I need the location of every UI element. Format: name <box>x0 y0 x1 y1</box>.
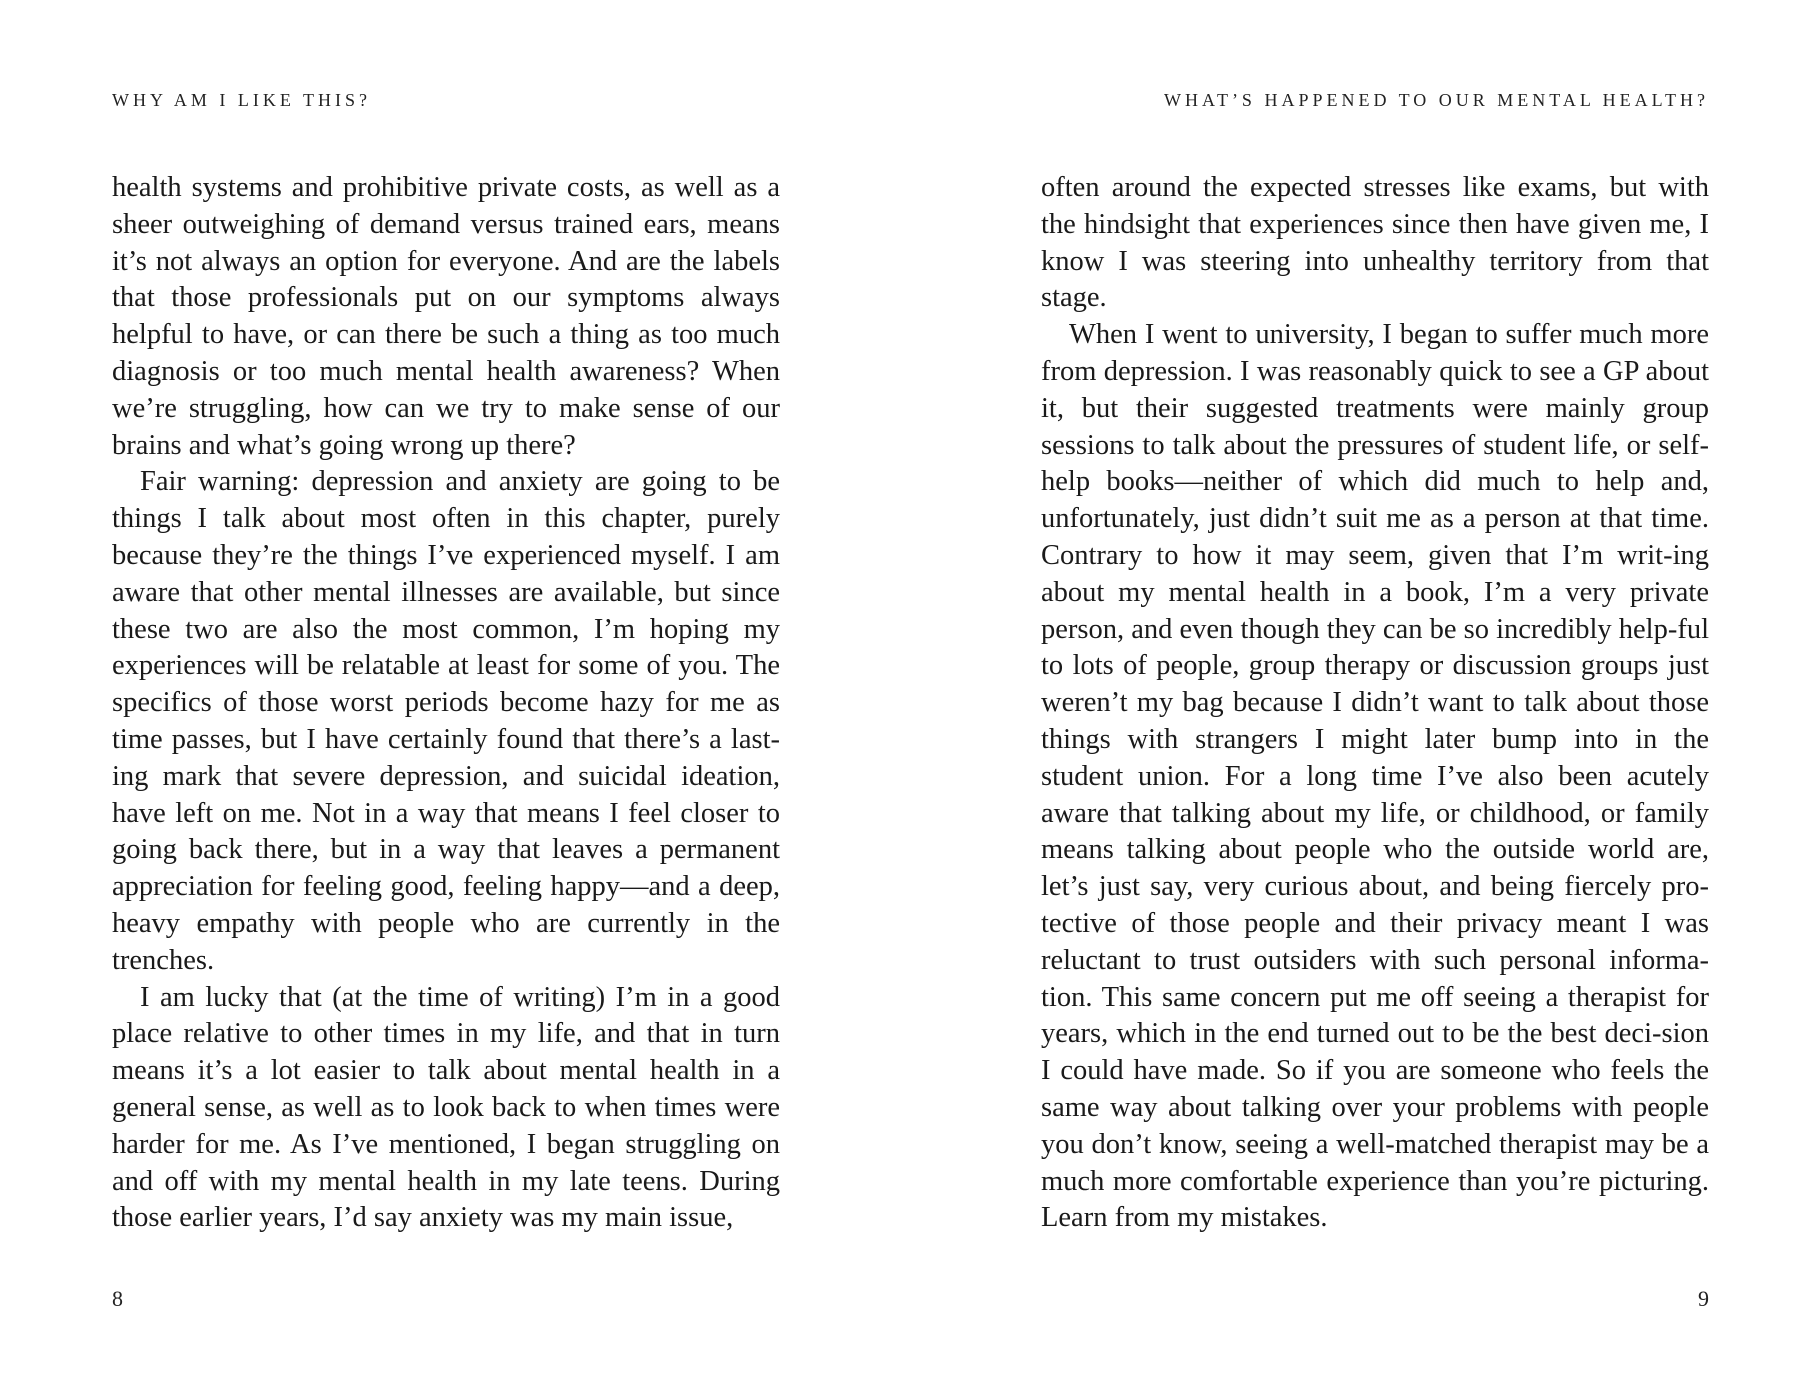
right-paragraph-2: When I went to university, I began to suffer much more from depression. I was reasonably quick to see a GP about it, but their suggested treatments were mainly group sessions to talk about the pressures of student life, or self-help books—neither of which did much to help and, unfortunately, just didn’t suit me as a person at that time. Contrary to how it may seem, given that I’m writ-ing about my mental health in a book, I’m a very private person, and even though they can be so incredibly help-ful to lots of people, group therapy or discussion groups just weren’t my bag because I didn’t want to talk about those things with strangers I might later bump into in the student union. For a long time I’ve also been acutely aware that talking about my life, or childhood, or family means talking about people who the outside world are, let’s just say, very curious about, and being fiercely pro-tective of those people and their privacy meant I was reluctant to trust outsiders with such personal informa-tion. This same concern put me off seeing a therapist for years, which in the end turned out to be the best deci-sion I could have made. So if you are someone who feels the same way about talking over your problems with people you don’t know, seeing a well-matched therapist may be a much more comfortable experience than you’re picturing. Learn from my mistakes. <box>1041 319 1709 1234</box>
left-running-head: WHY AM I LIKE THIS? <box>112 90 371 110</box>
right-page <box>1041 0 1709 1395</box>
right-paragraph-1: often around the expected stresses like exams, but with the hindsight that experiences since then have given me, I know I was steering into unhealthy territory from that stage. <box>1041 172 1709 314</box>
left-page-number: 8 <box>112 1286 123 1311</box>
left-paragraph-3: I am lucky that (at the time of writing) I’m in a good place relative to other times in my life, and that in turn means it’s a lot easier to talk about mental health in a general sense, as well as to look back to when times were harder for me. As I’ve mentioned, I began struggling on and off with my mental health in my late teens. During those earlier years, I’d say anxiety was my main issue, <box>112 981 780 1234</box>
right-page-number: 9 <box>1698 1286 1709 1311</box>
right-running-head: WHAT’S HAPPENED TO OUR MENTAL HEALTH? <box>1163 90 1709 110</box>
left-paragraph-1: health systems and prohibitive private costs, as well as a sheer outweighing of demand versus trained ears, means it’s not always an option for everyone. And are the labels that those professionals put on our symptoms always helpful to have, or can there be such a thing as too much diagnosis or too much mental health awareness? When we’re struggling, how can we try to make sense of our brains and what’s going wrong up there? <box>112 172 780 461</box>
right-body-text <box>1041 170 1709 1237</box>
left-body-text <box>112 170 780 1237</box>
left-paragraph-2: Fair warning: depression and anxiety are going to be things I talk about most often in this chapter, purely because they’re the things I’ve experienced myself. I am aware that other mental illnesses are available, but since these two are also the most common, I’m hoping my experiences will be relatable at least for some of you. The specifics of those worst periods become hazy for me as time passes, but I have certainly found that there’s a last-ing mark that severe depression, and suicidal ideation, have left on me. Not in a way that means I feel closer to going back there, but in a way that leaves a permanent appreciation for feeling good, feeling happy—and a deep, heavy empathy with people who are currently in the trenches. <box>112 466 780 976</box>
left-page <box>112 0 780 1395</box>
